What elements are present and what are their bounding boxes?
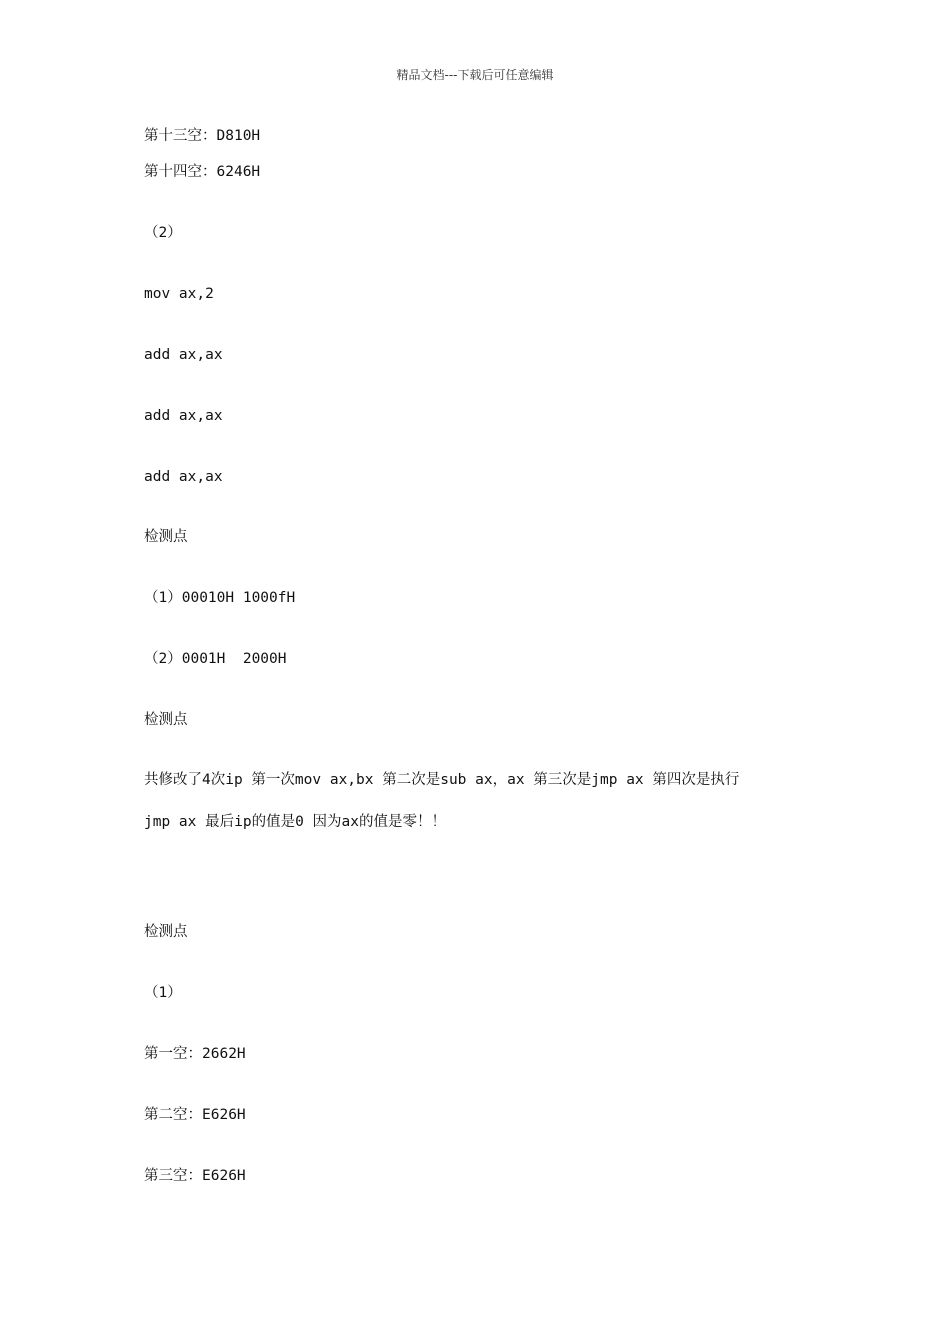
code-line: add ax,ax: [144, 469, 223, 485]
code-line: add ax,ax: [144, 408, 223, 424]
section-heading-checkpoint: 检测点: [144, 529, 188, 545]
answer-line-14th-blank: 第十四空：6246H: [144, 164, 261, 180]
answer-line-13th-blank: 第十三空：D810H: [144, 128, 261, 144]
code-line: add ax,ax: [144, 347, 223, 363]
answer-line-1st-blank: 第一空：2662H: [144, 1046, 246, 1062]
section-heading-checkpoint: 检测点: [144, 924, 188, 940]
answer-line-3rd-blank: 第三空：E626H: [144, 1168, 246, 1184]
paragraph-line: 共修改了4次ip 第一次mov ax,bx 第二次是sub ax，ax 第三次是jmp ax 第四次是执行: [144, 772, 740, 788]
paragraph-line: jmp ax 最后ip的值是0 因为ax的值是零！！: [144, 814, 446, 830]
code-line: mov ax,2: [144, 286, 214, 302]
section-number-2: （2）: [144, 225, 182, 241]
answer-line: （1）00010H 1000fH: [144, 590, 296, 606]
answer-line: （2）0001H 2000H: [144, 651, 287, 667]
answer-line-2nd-blank: 第二空：E626H: [144, 1107, 246, 1123]
page-header: 精品文档---下载后可任意编辑: [396, 68, 554, 82]
section-number-1: （1）: [144, 985, 182, 1001]
section-heading-checkpoint: 检测点: [144, 712, 188, 728]
